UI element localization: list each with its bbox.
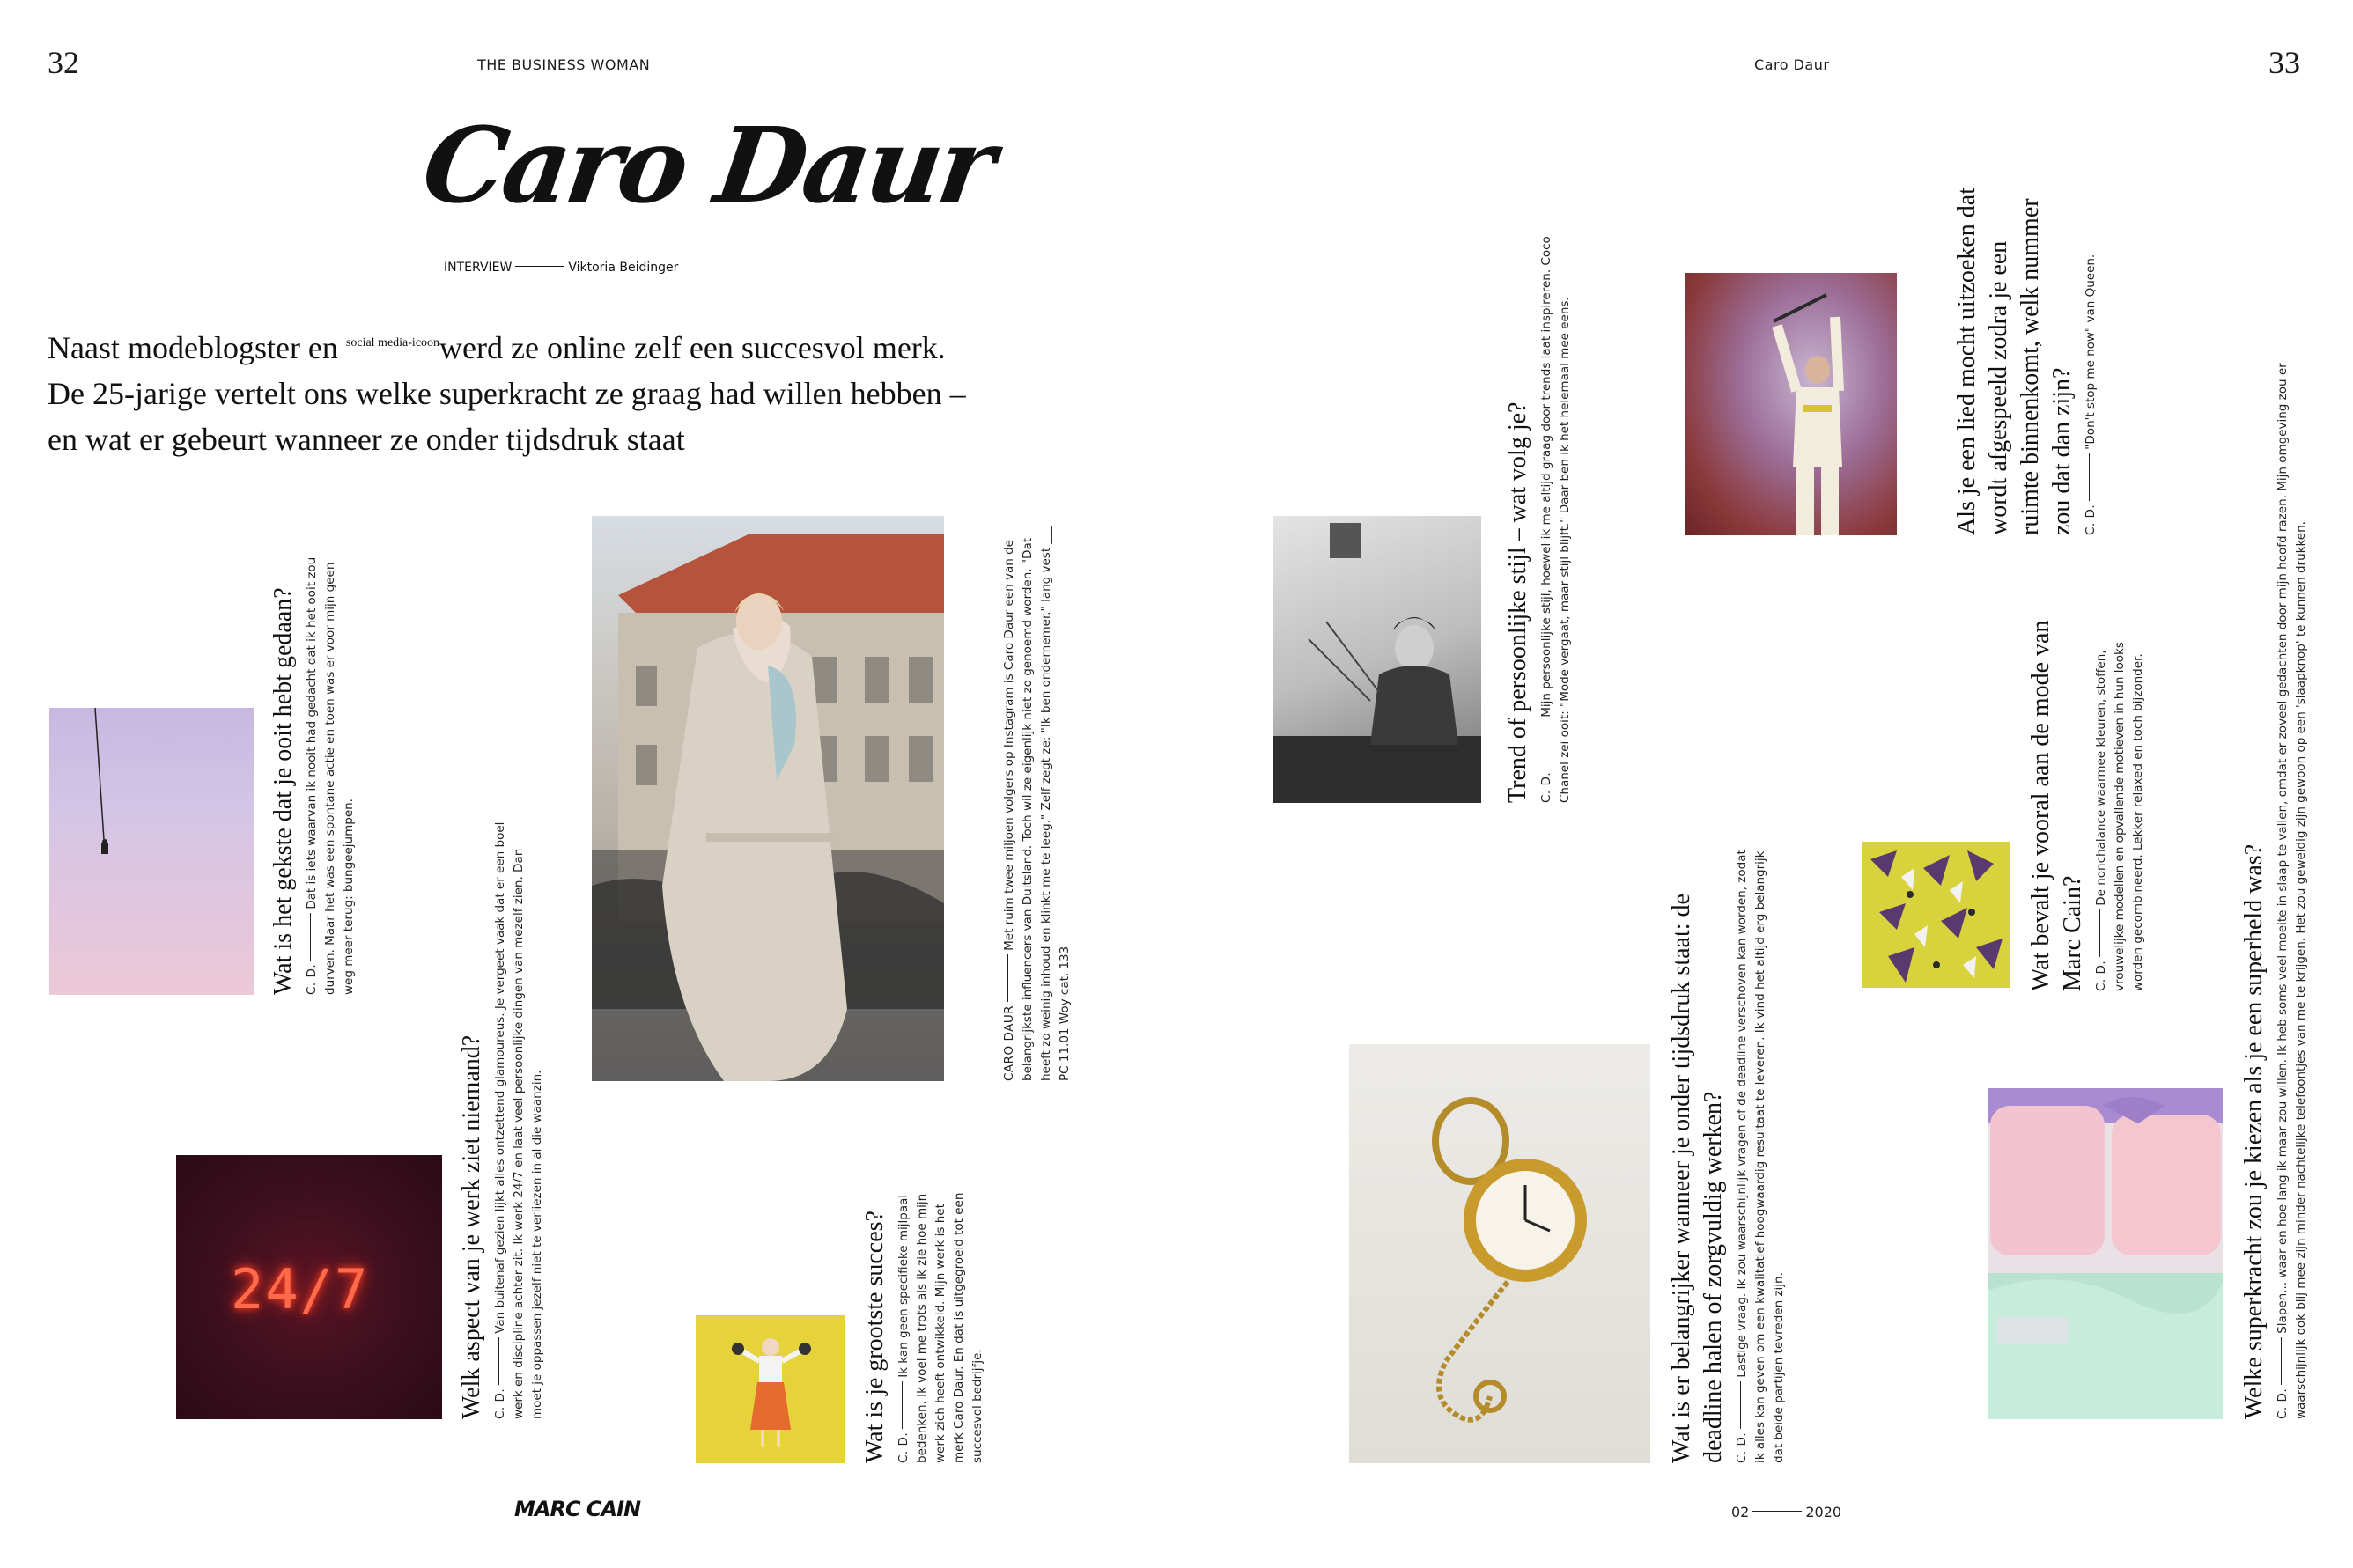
byline-author: Viktoria Beidinger <box>568 261 679 275</box>
byline <box>444 261 678 275</box>
qa-3-question: Wat is je grootste succes? <box>861 1211 889 1463</box>
qa-4-initials: C. D. <box>1539 771 1553 803</box>
intro-line-3: en wat er gebeurt wanneer ze onder tijdsdruk staat <box>48 422 685 457</box>
caro-daur-portrait-photo <box>592 516 944 1081</box>
qa-8-initials: C. D. <box>2276 1388 2290 1419</box>
pocket-watch-photo <box>1349 1044 1650 1463</box>
qa-7-answer: De nonchalance waarmee kleuren, stoffen, vrouwelijke modellen en opvallende motieven in hun looks worden gecombineerd. Lekker relaxed en toch bijzonder. <box>2094 642 2145 991</box>
qa-1-initials: C. D. <box>305 963 319 995</box>
marc-cain-pattern-photo <box>1862 842 2010 988</box>
qa-8-question: Welke superkracht zou je kiezen als je een superheld was? <box>2240 843 2268 1419</box>
running-head-right: Caro Daur <box>1754 56 1830 73</box>
running-head-left: THE BUSINESS WOMAN <box>477 56 651 73</box>
qa-3-answer: Ik kan geen specifieke mijlpaal bedenken. Ik voel me trots als ik zie hoe mijn werk zich heeft ontwikkeld. Mijn werk is het merk Caro Daur. En dat is uitgegroeid tot een succesvol bedrijfje. <box>896 1192 985 1463</box>
qa-2-initials: C. D. <box>493 1388 507 1419</box>
qa-5-question: Wat is er belangrijker wanneer je onder tijdsdruk staat: de deadline halen of zorgvuldig werken? <box>1668 894 1727 1463</box>
issue-footer <box>1731 1504 1841 1520</box>
page-number-left: 32 <box>48 45 79 80</box>
qa-5-initials: C. D. <box>1735 1432 1749 1463</box>
caption-name: CARO DAUR <box>1002 1005 1016 1081</box>
qa-7-question: Wat bevalt je vooral aan de mode van Marc Cain? <box>2027 620 2086 991</box>
issue-number: 02 <box>1731 1504 1750 1520</box>
intro-line-1a: Naast modeblogster en <box>48 330 338 365</box>
issue-year: 2020 <box>1805 1504 1842 1520</box>
neon-sign-text: 24/7 <box>231 1257 370 1321</box>
qa-7-initials: C. D. <box>2094 960 2108 991</box>
qa-5-answer: Lastige vraag. Ik zou waarschijnlijk vragen of de deadline verschoven kan worden, zodat ik alles kan geven om een kwalitatief hoogwaardig resultaat te leveren. Ik vind het altijd erg belangrijk dat beide partijen tevreden zijn. <box>1735 850 1786 1463</box>
byline-label: INTERVIEW <box>444 261 513 275</box>
intro-line-2: De 25-jarige vertelt ons welke superkracht ze graag had willen hebben – <box>48 376 966 411</box>
intro-line-1b: werd ze online zelf een succesvol merk. <box>439 330 946 365</box>
caption-text: Met ruim twee miljoen volgers op Instagram is Caro Daur een van de belangrijkste influencers van Duitsland. Toch wil ze eigenlijk niet zo genoemd worden. "Dat heeft zo weinig inhoud en klinkt me te leeg." Zelf zegt ze: "Ik ben ondernemer." lang vest ___ PC 11.01 Woy cat. 133 <box>1002 526 1072 1081</box>
qa-2-answer: Van buitenaf gezien lijkt alles ontzettend glamoureus. Je vergeet vaak dat er een boel werk en discipline achter zit. Ik werk 24/7 en laat veel persoonlijke dingen van mezelf zien. Dan moet je oppassen jezelf niet te verliezen in al die waanzin. <box>493 821 544 1419</box>
coco-chanel-photo <box>1273 516 1481 803</box>
qa-1-answer: Dat is iets waarvan ik nooit had gedacht dat ik het ooit zou durven. Maar het was een spontane actie en toen was er voor mijn geen weg meer terug: bungeejumpen. <box>305 556 356 995</box>
page-number-right: 33 <box>2268 45 2300 80</box>
intro-text <box>48 320 1104 462</box>
qa-4-question: Trend of persoonlijke stijl – wat volg je? <box>1504 401 1531 803</box>
qa-2-question: Welk aspect van je werk ziet niemand? <box>458 1034 485 1419</box>
neon-247-photo <box>176 1155 442 1419</box>
qa-6-answer: "Don't stop me now" van Queen. <box>2084 254 2098 450</box>
qa-6-initials: C. D. <box>2084 504 2098 535</box>
marc-cain-logo: MARC CAIN <box>514 1497 641 1521</box>
illustration-woman-photo <box>696 1315 845 1463</box>
qa-3-initials: C. D. <box>896 1432 911 1463</box>
freddie-mercury-photo <box>1685 273 1897 535</box>
qa-4-answer: Mijn persoonlijke stijl, hoewel ik me altijd graag door trends laat inspireren. Coco Chanel zei ooit: "Mode vergaat, maar stijl blijft." Daar ben ik het helemaal mee eens. <box>1539 236 1572 803</box>
intro-superscript: social media-icoon <box>345 336 440 350</box>
pillows-bed-photo <box>1988 1088 2223 1419</box>
qa-6-question: Als je een lied mocht uitzoeken dat wordt afgespeeld zodra je een ruimte binnenkomt, welk nummer zou dat dan zijn? <box>1953 188 2076 535</box>
qa-1-question: Wat is het gekste dat je ooit hebt gedaan? <box>269 587 297 995</box>
article-title: Caro Daur <box>416 104 999 226</box>
bungee-jump-photo <box>49 708 254 995</box>
qa-8-answer: Slapen... waar en hoe lang ik maar zou willen. Ik heb soms veel moeite in slaap te vallen, omdat er zoveel gedachten door mijn hoofd razen. Mijn omgeving zou er waarschijnlijk ook blij mee zijn minder nachtelijke telefoontjes van me te krijgen. Het zou geweldig zijn gewoon op een 'slaapknop' te kunnen drukken. <box>2276 363 2308 1419</box>
